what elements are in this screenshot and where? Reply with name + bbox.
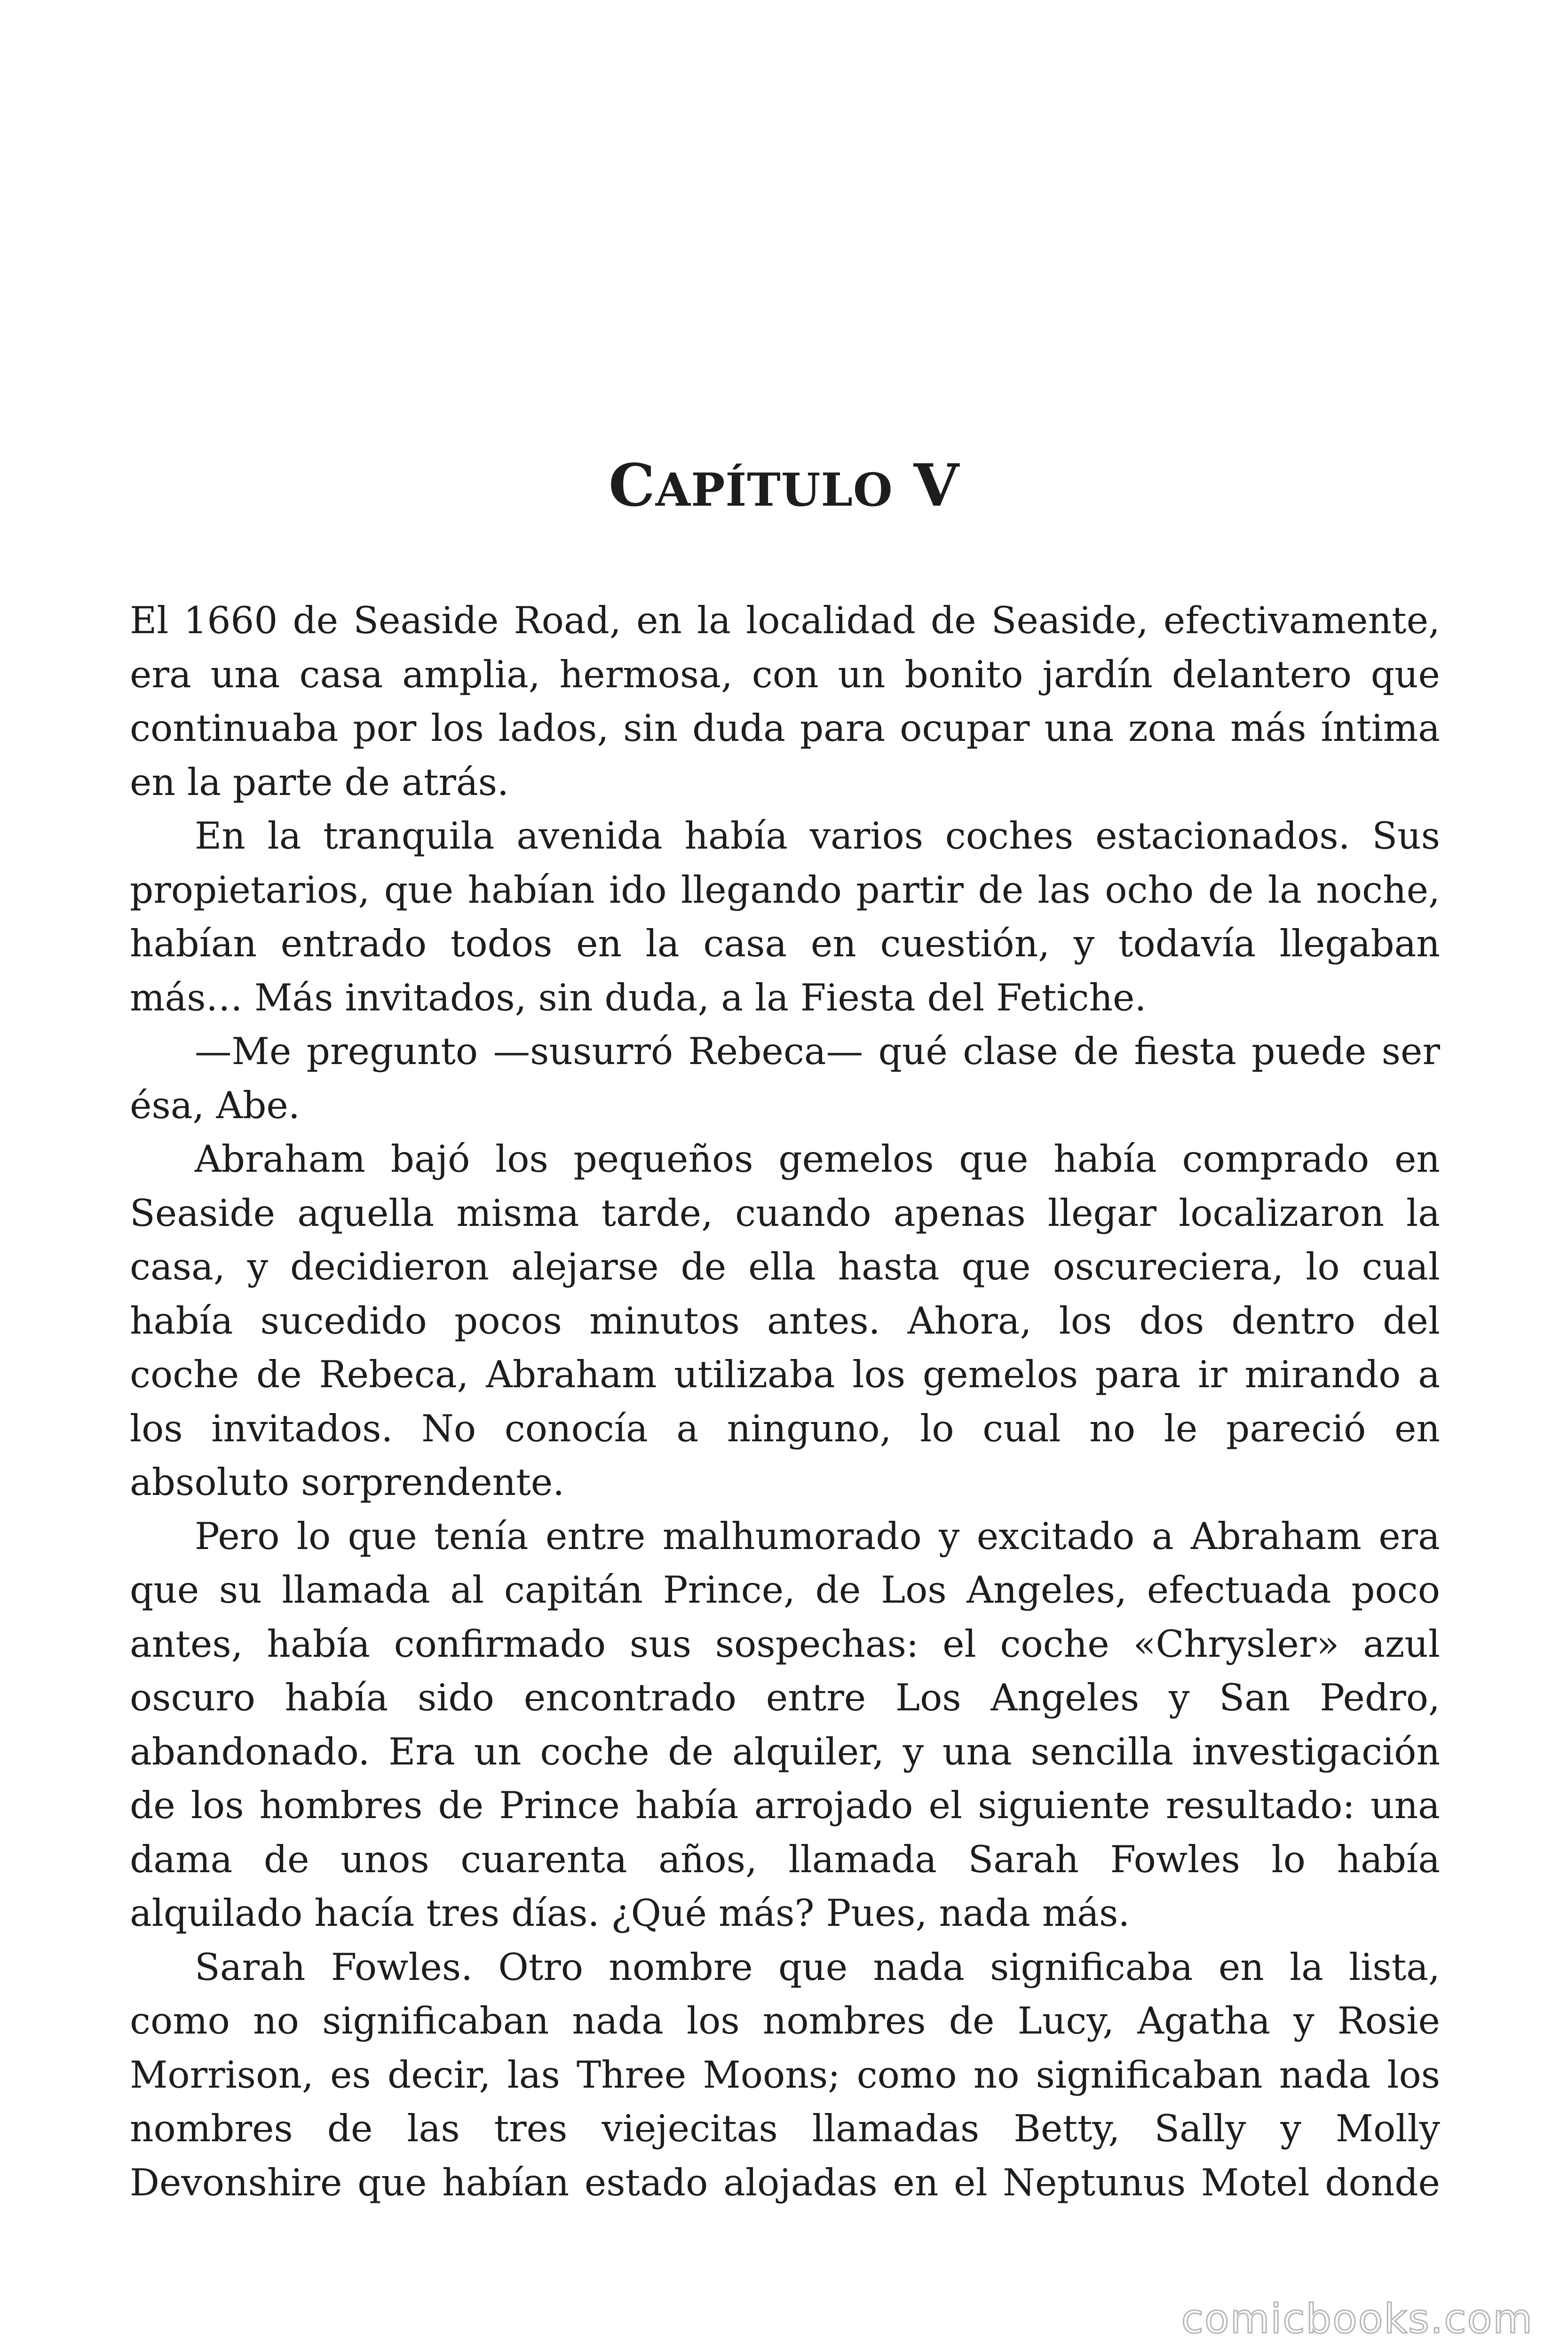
text-line: propietarios, que habían ido llegando partir de las ocho de la noche, [130, 868, 1440, 912]
text-line: habían entrado todos en la casa en cuestión, y todavía llegaban [130, 922, 1440, 965]
text-line: en la parte de atrás. [130, 760, 509, 804]
text-line: Abraham bajó los pequeños gemelos que había comprado en [195, 1137, 1440, 1181]
chapter-title-smallcaps: APÍTULO [655, 463, 893, 516]
chapter-body [130, 594, 1440, 2209]
text-line: El 1660 de Seaside Road, en la localidad de Seaside, efectivamente, [130, 599, 1440, 642]
text-line: era una casa amplia, hermosa, con un bonito jardín delantero que [130, 652, 1440, 696]
text-line: Seaside aquella misma tarde, cuando apenas llegar localizaron la [130, 1191, 1440, 1235]
text-line: En la tranquila avenida había varios coches estacionados. Sus [195, 814, 1440, 858]
chapter-title: CAPÍTULO V [609, 452, 959, 520]
text-line: antes, había confirmado sus sospechas: el coche «Chrysler» azul [130, 1622, 1440, 1666]
text-line: nombres de las tres viejecitas llamadas Betty, Sally y Molly [130, 2107, 1440, 2150]
text-line: más… Más invitados, sin duda, a la Fiesta del Fetiche. [130, 976, 1147, 1019]
text-line: coche de Rebeca, Abraham utilizaba los gemelos para ir mirando a [130, 1353, 1440, 1396]
text-line: —Me pregunto —susurró Rebeca— qué clase de fiesta puede ser [195, 1030, 1440, 1073]
text-line: los invitados. No conocía a ninguno, lo cual no le pareció en [130, 1406, 1440, 1450]
text-line: Pero lo que tenía entre malhumorado y excitado a Abraham era [195, 1514, 1440, 1558]
text-line: oscuro había sido encontrado entre Los Angeles y San Pedro, [130, 1676, 1440, 1719]
text-line: absoluto sorprendente. [130, 1461, 565, 1504]
watermark-logo: comicbooks.com [1181, 2296, 1533, 2343]
text-line: ésa, Abe. [130, 1083, 300, 1127]
text-line: como no significaban nada los nombres de Lucy, Agatha y Rosie [130, 1999, 1440, 2042]
text-line: había sucedido pocos minutos antes. Ahora, los dos dentro del [130, 1299, 1440, 1343]
text-line: que su llamada al capitán Prince, de Los Angeles, efectuada poco [130, 1568, 1440, 1612]
text-line: alquilado hacía tres días. ¿Qué más? Pues, nada más. [130, 1891, 1130, 1935]
text-line: de los hombres de Prince había arrojado el siguiente resultado: una [130, 1784, 1440, 1827]
text-line: abandonado. Era un coche de alquiler, y una sencilla investigación [130, 1730, 1440, 1773]
text-line: continuaba por los lados, sin duda para ocupar una zona más íntima [130, 707, 1440, 750]
text-line: Morrison, es decir, las Three Moons; como no significaban nada los [130, 2053, 1440, 2097]
text-line: Sarah Fowles. Otro nombre que nada significaba en la lista, [195, 1945, 1440, 1989]
text-line: casa, y decidieron alejarse de ella hasta que oscureciera, lo cual [130, 1245, 1440, 1288]
text-line: dama de unos cuarenta años, llamada Sarah Fowles lo había [130, 1837, 1440, 1881]
text-line: Devonshire que habían estado alojadas en el Neptunus Motel donde [130, 2161, 1440, 2204]
